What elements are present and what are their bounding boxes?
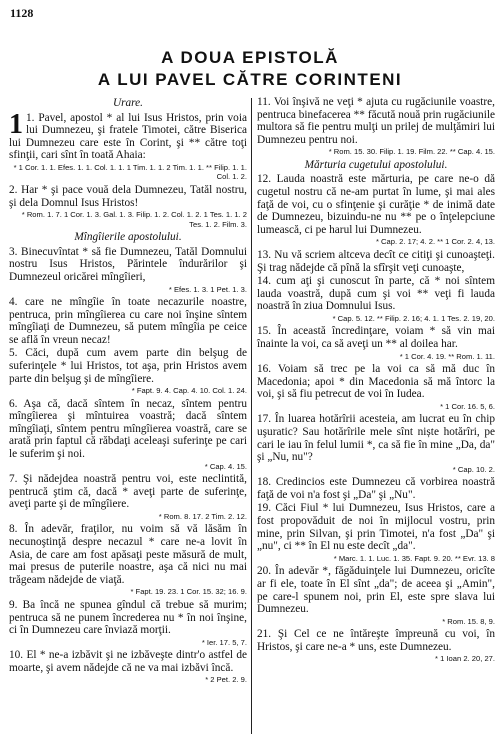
cross-reference: * 1 Cor. 16. 5, 6. — [440, 401, 495, 411]
verse: 18. Credincios este Dumnezeu că vorbirea noastră faţă de voi n'a fost şi „Da" şi „Nu". — [257, 476, 495, 501]
cross-reference: * 1 Cor. 4. 19. ** Rom. 1. 11. — [399, 351, 495, 361]
verse: 19. Căci Fiul * lui Dumnezeu, Isus Hristos, care a fost propovăduit de noi în mijlocul vostru, prin mine, prin Silvan, şi prin Timotei, n'a fost „Da" şi „nu", ci ** în El nu este decît „da". — [257, 502, 495, 553]
verse: 5. Căci, după cum avem parte din belşug de suferinţele * lui Hristos, tot aşa, prin Hristos avem parte din belşug şi de mîngîiere. — [9, 347, 247, 385]
cross-reference: * Efes. 1. 3. 1 Pet. 1. 3. — [168, 284, 247, 294]
cross-reference: * Rom. 8. 17. 2 Tim. 2. 12. — [158, 511, 247, 521]
cross-reference: * Fapt. 9. 4. Cap. 4. 10. Col. 1. 24. — [131, 386, 247, 396]
left-column — [9, 96, 247, 687]
verse: 20. În adevăr *, făgăduinţele lui Dumnezeu, oricîte ar fi ele, toate în El sînt „da"; de aceea şi „Amin", pe care-l spunem noi, prin El, este spre slava lui Dumnezeu. — [257, 565, 495, 616]
verse: 3. Binecuvîntat * să fie Dumnezeu, Tatăl Domnului nostru Isus Hristos, Părintele îndurărilor şi Dumnezeul oricărei mîngîieri, — [9, 245, 247, 283]
section-heading: Mîngîierile apostolului. — [74, 231, 182, 244]
verse: 6. Aşa că, dacă sîntem în necaz, sîntem pentru mîngîierea şi mîntuirea voastră; dacă sîntem mîngîiaţi, sîntem pentru mîngîierea voastră, care se arată prin faptul că răbdaţi aceleaşi suferinţe pe cari le suferim şi noi. — [9, 397, 247, 461]
cross-reference: * Cap. 2. 17; 4. 2. ** 1 Cor. 2. 4, 13. — [375, 237, 495, 247]
verse: 2. Har * şi pace vouă dela Dumnezeu, Tatăl nostru, şi dela Domnul Isus Hristos! — [9, 183, 247, 209]
epistle-subtitle: A LUI PAVEL CĂTRE CORINTENI — [97, 70, 403, 89]
verse — [9, 108, 247, 162]
cross-reference: * Rom. 15. 8, 9. — [442, 616, 495, 626]
cross-reference: * Rom. 1. 7. 1 Cor. 1. 3. Gal. 1. 3. Filip. 1. 2. Col. 1. 2. 1 Tes. 1. 1. 2 Tes. 1. 2. Film. 3. — [21, 210, 247, 229]
right-column — [257, 96, 495, 666]
column-divider — [251, 98, 252, 734]
page-number: 1128 — [10, 6, 34, 20]
verse: 17. În luarea hotărîrii acesteia, am lucrat eu în chip uşuratic? Sau hotărîrile mele sînt niște hotărîri, pe cari le iau în felul lumii *, ca să fie în mine „Da, da" şi „Nu, nu"? — [257, 413, 495, 464]
verse: 16. Voiam să trec pe la voi ca să mă duc în Macedonia; apoi * din Macedonia să mă întorc la voi, şi să fiu petrecut de voi în Iudea. — [257, 363, 495, 401]
cross-reference: * 2 Pet. 2. 9. — [205, 675, 247, 685]
cross-reference: * Cap. 10. 2. — [452, 464, 495, 474]
verse: 11. Voi înşivă ne veţi * ajuta cu rugăciunile voastre, pentruca binefacerea ** făcută nouă prin rugăciunile multora să fie pentru mulţi un prilej de mulţămiri lui Dumnezeu pentru noi. — [257, 96, 495, 146]
cross-reference: * Cap. 4. 15. — [204, 461, 247, 471]
epistle-title: A DOUA EPISTOLĂ — [161, 48, 339, 67]
drop-cap: 1 — [9, 108, 23, 140]
verse: 15. În această încredinţare, voiam * să vin mai înainte la voi, ca să aveţi un ** al doilea har. — [257, 325, 495, 350]
verse: 14. cum aţi şi cunoscut în parte, că * noi sîntem lauda voastră, după cum şi voi ** veţi fi lauda noastră în ziua Domnului Isus. — [257, 275, 495, 313]
section-heading: Urare. — [112, 97, 144, 109]
cross-reference: * Fapt. 19. 23. 1 Cor. 15. 32; 16. 9. — [130, 587, 247, 597]
verse-text: 1. Pavel, apostol * al lui Isus Hristos, prin voia lui Dumnezeu, şi fratele Timotei, către Biserica lui Dumnezeu care este în Corint, şi ** către toţi sfinţii, cari sînt în toată Ahaia: — [9, 111, 247, 162]
verse: 7. Şi nădejdea noastră pentru voi, este neclintită, pentrucă ştim că, dacă * aveţi parte de suferinţe, aveţi parte şi de mîngîiere. — [9, 473, 247, 511]
verse: 21. Şi Cel ce ne întăreşte împreună cu voi, în Hristos, şi care ne-a * uns, este Dumnezeu. — [257, 628, 495, 653]
cross-reference: * 1 Ioan 2. 20, 27. — [435, 654, 495, 664]
verse: 12. Lauda noastră este mărturia, pe care ne-o dă cugetul nostru că ne-am purtat în lume, şi mai ales faţă de voi, cu o sfinţenie şi curăţie * de inimă date de Dumnezeu, bizuindu-ne nu ** pe o înţelepciune lumească, ci pe harul lui Dumnezeu. — [257, 173, 495, 236]
verse: 10. El * ne-a izbăvit şi ne izbăveşte dintr'o astfel de moarte, şi avem nădejde că ne va mai izbăvi încă. — [9, 649, 247, 674]
cross-reference: * Cap. 5. 12. ** Filip. 2. 16; 4. 1. 1 Tes. 2. 19, 20. — [332, 313, 495, 323]
cross-reference: * Ier. 17. 5, 7. — [201, 637, 247, 647]
verse: 9. Ba încă ne spunea gîndul că trebue să murim; pentruca să ne punem încrederea nu * în noi înşine, ci în Dumnezeu care înviază morţii. — [9, 598, 247, 637]
cross-reference: * Marc. 1. 1. Luc. 1. 35. Fapt. 9. 20. ** Evr. 13. 8 — [333, 553, 495, 563]
cross-reference: * Rom. 15. 30. Filip. 1. 19. Film. 22. ** Cap. 4. 15. — [328, 147, 495, 157]
verse: 13. Nu vă scriem altceva decît ce citiţi şi cunoaşteţi. Şi trag nădejde că pînă la sfîrşit veţi cunoaşte, — [257, 248, 495, 274]
section-heading: Mărturia cugetului apostolului. — [304, 158, 448, 171]
verse: 8. În adevăr, fraţilor, nu voim să vă lăsăm în necunoştinţă despre necazul * care ne-a lovit în Asia, de care am fost apăsaţi peste măsură de mult, mai presus de puterile noastre, aşa că nici nu mai trăgeam nădejde de viaţă. — [9, 523, 247, 586]
verse: 4. care ne mîngîie în toate necazurile noastre, pentruca, prin mîngîierea cu care noi înşine sîntem mîngîiaţi de Dumnezeu, să putem mîngîia pe ceice se află în vreun necaz! — [9, 296, 247, 346]
cross-reference: * 1 Cor. 1. 1. Efes. 1. 1. Col. 1. 1. 1 Tim. 1. 1. 2 Tim. 1. 1. ** Filip. 1. 1. Col. 1. 2. — [13, 162, 247, 182]
